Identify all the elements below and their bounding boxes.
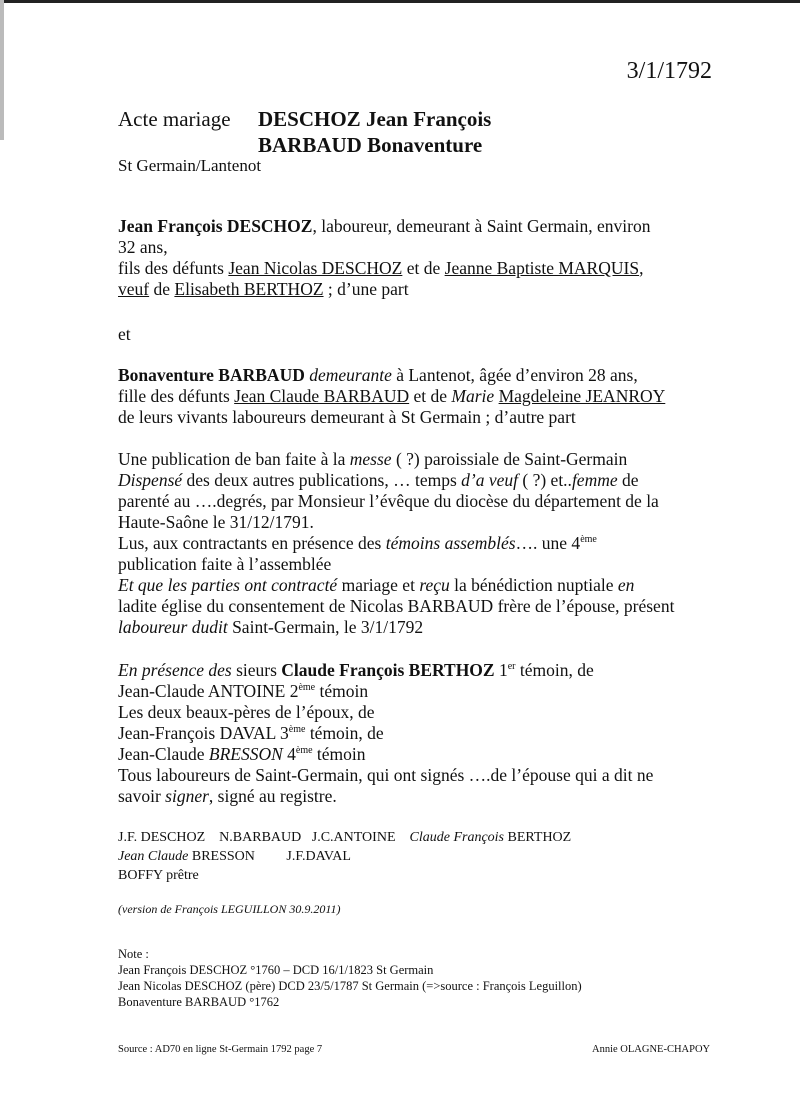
wit-l6: Tous laboureurs de Saint-Germain, qui ont signés ….de l’épouse qui a dit ne xyxy=(118,765,654,785)
groom-paragraph xyxy=(118,216,650,300)
wit-l5d: témoin xyxy=(312,744,366,764)
bride-demeurante: demeurante xyxy=(309,365,392,385)
wit-l1d: 1 xyxy=(494,660,508,680)
acte-l2b: des deux autres publications, … temps xyxy=(182,470,462,490)
et-separator: et xyxy=(118,324,131,344)
note-block xyxy=(118,946,582,1010)
acte-l5c: …. une 4 xyxy=(515,533,581,553)
version-note: (version de François LEGUILLON 30.9.2011) xyxy=(118,902,341,916)
wit-l2b: témoin xyxy=(315,681,369,701)
acte-l1c: ( ?) paroissiale de Saint-Germain xyxy=(391,449,628,469)
groom-name: Jean François DESCHOZ xyxy=(118,216,313,236)
document-title xyxy=(118,106,491,158)
signature-antoine: J.C.ANTOINE xyxy=(311,830,396,845)
wit-l2-sup: ème xyxy=(298,682,316,693)
groom-mother: Jeanne Baptiste MARQUIS xyxy=(444,258,640,278)
signature-berthoz-first: Claude François xyxy=(409,830,504,845)
wit-l1c: Claude François BERTHOZ xyxy=(281,660,495,680)
note-title: Note : xyxy=(118,947,149,961)
wit-l1e: témoin, de xyxy=(515,660,594,680)
acte-l2a: Dispensé xyxy=(118,470,183,490)
wit-l5a: Jean-Claude xyxy=(118,744,209,764)
wit-l7c: , signé au registre. xyxy=(208,786,337,806)
note-line-3: Bonaventure BARBAUD °1762 xyxy=(118,995,280,1009)
signature-boffy: BOFFY prêtre xyxy=(118,868,199,883)
acte-l8: ladite église du consentement de Nicolas BARBAUD frère de l’épouse, présent xyxy=(118,596,675,616)
signature-deschoz: J.F. DESCHOZ xyxy=(118,830,206,845)
footer-author: Annie OLAGNE-CHAPOY xyxy=(592,1044,711,1055)
signature-berthoz: BERTHOZ xyxy=(504,830,572,845)
groom-part: ; d’une part xyxy=(323,279,409,299)
wit-l1-sup: er xyxy=(507,661,516,672)
groom-parents-prefix: fils des défunts xyxy=(118,258,229,278)
wit-l7b: signer xyxy=(165,786,209,806)
acte-l5b: témoins assemblés xyxy=(385,533,516,553)
bride-name: Bonaventure BARBAUD xyxy=(118,365,305,385)
scan-border xyxy=(0,0,800,3)
groom-father: Jean Nicolas DESCHOZ xyxy=(228,258,403,278)
acte-l7b: mariage et xyxy=(337,575,420,595)
acte-l5a: Lus, aux contractants en présence des xyxy=(118,533,386,553)
acte-l1b: messe xyxy=(349,449,392,469)
signature-bresson: BRESSON xyxy=(188,849,255,864)
bride-desc: à Lantenot, âgée d’environ 28 ans, xyxy=(391,365,638,385)
acte-l2d: ( ?) et.. xyxy=(518,470,572,490)
spouse1-title: DESCHOZ Jean François xyxy=(258,107,492,131)
bride-father: Jean Claude BARBAUD xyxy=(234,386,410,406)
wit-l4-sup: ème xyxy=(288,724,306,735)
wit-l4a: Jean-François DAVAL 3 xyxy=(118,723,289,743)
acte-l1a: Une publication de ban faite à la xyxy=(118,449,350,469)
document-date: 3/1/1792 xyxy=(626,58,712,84)
wit-l1b: sieurs xyxy=(231,660,282,680)
signature-bresson-first: Jean Claude xyxy=(118,849,189,864)
wit-l4b: témoin, de xyxy=(305,723,384,743)
note-line-1: Jean François DESCHOZ °1760 – DCD 16/1/1823 St Germain xyxy=(118,963,434,977)
acte-l6: publication faite à l’assemblée xyxy=(118,554,332,574)
groom-desc: , laboureur, demeurant à Saint Germain, environ xyxy=(312,216,651,236)
wit-l5c: 4 xyxy=(282,744,296,764)
bride-parents-mid: et de xyxy=(409,386,452,406)
wit-l3: Les deux beaux-pères de l’époux, de xyxy=(118,702,375,722)
wit-l5-sup: ème xyxy=(295,745,313,756)
groom-parents-mid: et de xyxy=(402,258,445,278)
signatures xyxy=(118,828,571,885)
note-line-2: Jean Nicolas DESCHOZ (père) DCD 23/5/1787 St Germain (=>source : François Leguillon) xyxy=(118,979,582,993)
bride-paragraph xyxy=(118,365,665,428)
groom-veuf-de: de xyxy=(149,279,175,299)
groom-veuf: veuf xyxy=(118,279,150,299)
witnesses-paragraph xyxy=(118,660,653,807)
comma: , xyxy=(639,258,644,278)
bride-parents-prefix: fille des défunts xyxy=(118,386,235,406)
place: St Germain/Lantenot xyxy=(118,156,262,175)
acte-l9a: laboureur dudit xyxy=(118,617,228,637)
acte-l7a: Et que les parties ont contracté xyxy=(118,575,338,595)
acte-l2c: d’a veuf xyxy=(461,470,518,490)
title-label: Acte mariage xyxy=(118,107,231,131)
acte-l2f: de xyxy=(617,470,639,490)
scan-edge-shadow xyxy=(0,0,4,140)
acte-l7e: en xyxy=(617,575,635,595)
signature-daval: J.F.DAVAL xyxy=(286,849,351,864)
bride-line3: de leurs vivants laboureurs demeurant à St Germain ; d’autre part xyxy=(118,407,576,427)
wit-l2a: Jean-Claude ANTOINE 2 xyxy=(118,681,299,701)
wit-l7a: savoir xyxy=(118,786,166,806)
groom-ex-wife: Elisabeth BERTHOZ xyxy=(174,279,324,299)
acte-l3: parenté au ….degrés, par Monsieur l’évêque du diocèse du département de la xyxy=(118,491,659,511)
acte-paragraph xyxy=(118,449,674,638)
bride-mother-first: Marie xyxy=(451,386,495,406)
groom-age: 32 ans, xyxy=(118,237,168,257)
bride-mother: Magdeleine JEANROY xyxy=(498,386,666,406)
wit-l5b: BRESSON xyxy=(208,744,283,764)
wit-l1a: En présence des xyxy=(118,660,232,680)
acte-l5-sup: ème xyxy=(580,534,597,545)
acte-l7d: la bénédiction nuptiale xyxy=(449,575,618,595)
acte-l9b: Saint-Germain, le 3/1/1792 xyxy=(227,617,424,637)
signature-barbaud: N.BARBAUD xyxy=(219,830,302,845)
spouse2-title: BARBAUD Bonaventure xyxy=(258,133,483,157)
footer-source: Source : AD70 en ligne St-Germain 1792 page 7 xyxy=(118,1044,323,1055)
acte-l7c: reçu xyxy=(419,575,450,595)
acte-l2e: femme xyxy=(571,470,618,490)
acte-l4: Haute-Saône le 31/12/1791. xyxy=(118,512,314,532)
